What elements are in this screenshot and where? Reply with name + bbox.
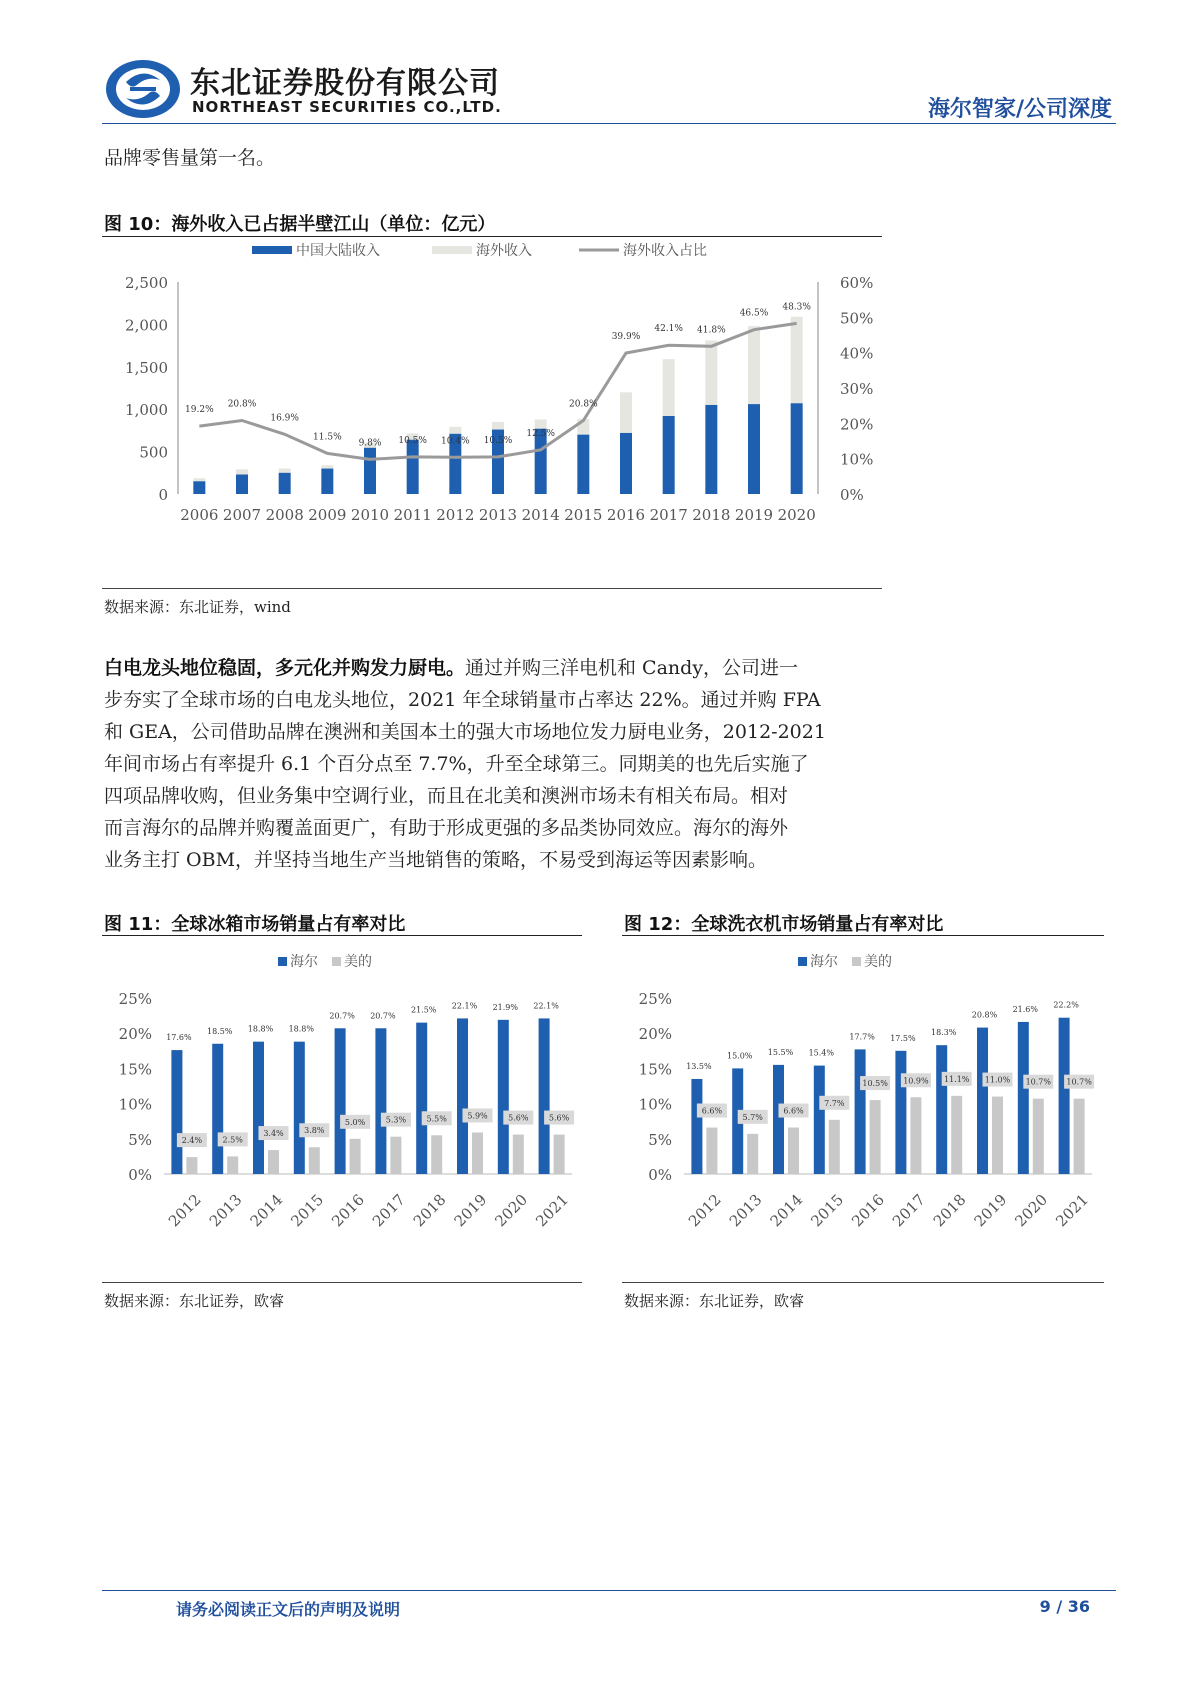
fig11-label-midea: 5.0% — [344, 1117, 366, 1127]
fig11-label-midea: 3.4% — [263, 1129, 284, 1139]
line-data-label: 46.5% — [739, 308, 769, 319]
line-data-label: 10.5% — [483, 435, 513, 446]
fig11-label-haier: 21.9% — [492, 1002, 519, 1012]
fig12-x-tick-label: 2016 — [848, 1190, 888, 1231]
fig11-label-midea: 2.4% — [181, 1136, 203, 1146]
figure12-bottom-rule — [622, 1282, 1104, 1283]
fig11-label-midea: 5.5% — [426, 1114, 447, 1124]
fig12-label-midea: 10.5% — [862, 1079, 888, 1089]
x-tick-label: 2009 — [308, 506, 347, 524]
y-right-tick: 10% — [840, 450, 874, 469]
fig11-x-tick-label: 2014 — [246, 1190, 287, 1231]
fig11-label-midea: 3.8% — [304, 1126, 325, 1136]
fig11-label-midea: 5.6% — [508, 1113, 529, 1123]
fig12-label-haier: 20.8% — [971, 1010, 998, 1020]
fig11-bar-midea — [554, 1135, 565, 1174]
bar-mainland — [364, 448, 376, 494]
x-tick-label: 2017 — [649, 506, 688, 524]
footer-disclaimer: 请务必阅读正文后的声明及说明 — [176, 1600, 401, 1619]
y-left-tick: 1,500 — [125, 358, 168, 377]
figure10-bottom-rule — [102, 588, 882, 589]
fig11-y-tick: 5% — [128, 1130, 152, 1149]
y-left-tick: 0 — [158, 486, 168, 504]
y-right-tick: 30% — [840, 380, 874, 398]
fig11-label-midea: 5.3% — [385, 1115, 407, 1125]
x-tick-label: 2006 — [180, 506, 219, 524]
fig12-bar-midea — [951, 1096, 962, 1174]
figure11-title: 图 11：全球冰箱市场销量占有率对比 — [104, 914, 406, 935]
figure12-title: 图 12：全球洗衣机市场销量占有率对比 — [624, 914, 944, 935]
y-left-tick: 2,000 — [125, 316, 168, 335]
figure12-chart — [622, 937, 1104, 1267]
fig11-bar-midea — [513, 1135, 524, 1174]
fig12-y-tick: 5% — [648, 1130, 672, 1149]
fig12-label-midea: 7.7% — [824, 1098, 845, 1108]
fig12-label-haier: 21.6% — [1012, 1004, 1039, 1014]
fig12-bar-haier — [855, 1049, 866, 1174]
fig12-label-midea: 11.1% — [943, 1074, 970, 1084]
fig11-label-haier: 22.1% — [451, 1001, 478, 1011]
bar-overseas — [492, 422, 504, 430]
fig12-x-tick-label: 2012 — [684, 1190, 725, 1231]
fig12-label-midea: 10.7% — [1025, 1077, 1052, 1087]
paragraph-line-1 — [104, 652, 894, 684]
fig12-legend-label-midea: 美的 — [864, 954, 892, 970]
fig12-bar-haier — [1018, 1022, 1029, 1174]
fig11-x-tick-label: 2021 — [532, 1190, 572, 1231]
x-tick-label: 2008 — [265, 506, 304, 524]
x-tick-label: 2020 — [777, 506, 816, 524]
fig12-x-tick-label: 2015 — [807, 1190, 848, 1231]
line-data-label: 19.2% — [185, 405, 214, 416]
fig12-x-tick-label: 2013 — [725, 1190, 766, 1231]
y-right-tick: 40% — [840, 344, 874, 363]
body-paragraph — [104, 652, 894, 876]
fig11-bar-midea — [268, 1150, 279, 1174]
fig11-x-tick-label: 2016 — [328, 1190, 368, 1231]
fig11-bar-midea — [186, 1157, 197, 1174]
paragraph-lead: 白电龙头地位稳固，多元化并购发力厨电。 — [104, 657, 466, 679]
line-data-label: 20.8% — [569, 399, 598, 410]
fig12-bar-haier — [691, 1079, 702, 1174]
fig12-label-haier: 22.2% — [1053, 1000, 1079, 1010]
fig12-x-tick-label: 2017 — [888, 1190, 929, 1231]
fig11-bar-haier — [335, 1028, 346, 1174]
paragraph-line-1-text: 通过并购三洋电机和 Candy，公司进一 — [465, 657, 799, 679]
fig12-bar-midea — [747, 1134, 758, 1174]
fig12-bar-midea — [992, 1097, 1003, 1174]
y-left-tick: 500 — [139, 443, 168, 462]
paragraph-line-4: 年间市场占有率提升 6.1 个百分点至 7.7%，升至全球第三。同期美的也先后实施了 — [104, 753, 809, 775]
fig11-x-tick-label: 2013 — [205, 1190, 246, 1231]
bar-mainland — [748, 404, 760, 494]
fig11-legend-swatch-haier — [278, 957, 287, 966]
bar-mainland — [705, 405, 717, 494]
legend-swatch-0 — [252, 246, 292, 254]
fig12-x-tick-label: 2021 — [1052, 1190, 1092, 1231]
fig12-y-tick: 20% — [638, 1025, 672, 1044]
fig11-bar-haier — [171, 1050, 182, 1174]
intro-line: 品牌零售量第一名。 — [104, 147, 276, 169]
fig12-y-tick: 10% — [638, 1095, 672, 1114]
figure12-svg — [622, 937, 1104, 1267]
line-data-label: 20.8% — [227, 399, 257, 410]
fig12-bar-midea — [788, 1128, 799, 1174]
fig12-x-tick-label: 2019 — [970, 1190, 1011, 1231]
fig12-legend-swatch-midea — [852, 957, 861, 966]
figure11-bottom-rule — [102, 1282, 582, 1283]
fig12-label-midea: 6.6% — [783, 1106, 804, 1116]
fig11-bar-haier — [457, 1018, 468, 1174]
fig12-label-haier: 17.5% — [890, 1033, 916, 1043]
fig11-x-tick-label: 2017 — [368, 1190, 409, 1231]
bar-overseas — [791, 317, 803, 403]
fig12-label-haier: 15.0% — [726, 1051, 753, 1061]
fig11-bar-midea — [309, 1147, 320, 1174]
fig11-legend-label-haier: 海尔 — [290, 954, 318, 970]
header-divider — [102, 123, 1116, 124]
page-number: 9 / 36 — [1039, 1597, 1090, 1616]
fig12-legend-label-haier: 海尔 — [810, 954, 838, 970]
fig11-label-midea: 2.5% — [222, 1135, 243, 1145]
fig12-label-haier: 15.4% — [808, 1048, 835, 1058]
fig12-bar-midea — [1074, 1099, 1085, 1174]
figure11-top-rule — [102, 935, 582, 936]
x-tick-label: 2014 — [521, 506, 560, 524]
figure11-chart — [102, 937, 584, 1267]
fig11-bar-haier — [539, 1018, 550, 1174]
fig12-bar-haier — [977, 1028, 988, 1174]
fig12-y-tick: 25% — [638, 990, 672, 1008]
fig11-legend-swatch-midea — [332, 957, 341, 966]
figure10-source: 数据来源：东北证券，wind — [104, 598, 291, 616]
line-data-label: 42.1% — [654, 324, 683, 335]
line-data-label: 41.8% — [697, 325, 726, 336]
fig11-y-tick: 10% — [118, 1095, 152, 1114]
fig11-bar-haier — [212, 1044, 223, 1174]
figure10-chart — [102, 238, 884, 584]
fig12-x-tick-label: 2020 — [1011, 1190, 1052, 1231]
x-tick-label: 2010 — [350, 506, 390, 524]
fig11-label-haier: 18.5% — [206, 1026, 233, 1036]
fig12-bar-haier — [773, 1065, 784, 1174]
fig12-x-tick-label: 2018 — [929, 1190, 970, 1231]
company-name-en: NORTHEAST SECURITIES CO.,LTD. — [192, 98, 502, 116]
legend-label-1: 海外收入 — [476, 243, 532, 259]
fig11-y-tick: 15% — [118, 1060, 152, 1079]
bar-overseas — [236, 469, 248, 474]
company-name-cn: 东北证券股份有限公司 — [190, 66, 500, 101]
figure10-title: 图 10：海外收入已占据半壁江山（单位：亿元） — [104, 214, 496, 235]
fig12-bar-midea — [829, 1120, 840, 1174]
line-data-label: 16.9% — [270, 413, 299, 424]
fig12-bar-midea — [706, 1128, 717, 1174]
y-right-tick: 0% — [840, 486, 864, 504]
y-right-tick: 60% — [840, 274, 874, 292]
paragraph-line-6: 而言海尔的品牌并购覆盖面更广，有助于形成更强的多品类协同效应。海尔的海外 — [104, 817, 789, 839]
bar-overseas — [279, 468, 291, 472]
line-data-label: 39.9% — [611, 332, 641, 343]
figure10-top-rule — [102, 236, 882, 237]
fig11-label-haier: 22.1% — [533, 1001, 559, 1011]
bar-mainland — [279, 473, 291, 494]
bar-overseas — [748, 326, 760, 404]
logo-icon — [104, 58, 182, 120]
fig11-bar-midea — [472, 1132, 483, 1174]
fig11-x-tick-label: 2012 — [164, 1190, 205, 1231]
fig11-label-midea: 5.9% — [467, 1111, 488, 1121]
fig12-bar-midea — [870, 1100, 881, 1174]
bar-mainland — [577, 435, 589, 494]
bar-overseas — [193, 478, 205, 481]
bar-overseas — [705, 341, 717, 405]
fig11-bar-haier — [375, 1028, 386, 1174]
x-tick-label: 2007 — [222, 506, 262, 524]
x-tick-label: 2015 — [564, 506, 603, 524]
fig11-label-haier: 21.5% — [410, 1005, 437, 1015]
figure11-source: 数据来源：东北证券，欧睿 — [104, 1292, 285, 1310]
fig12-label-midea: 5.7% — [742, 1112, 763, 1122]
y-right-tick: 50% — [840, 309, 874, 328]
fig11-label-haier: 18.8% — [247, 1024, 274, 1034]
bar-overseas — [321, 465, 333, 468]
line-data-label: 48.3% — [782, 302, 811, 313]
figure12-top-rule — [622, 935, 1104, 936]
fig12-y-tick: 0% — [648, 1166, 672, 1184]
bar-mainland — [193, 481, 205, 494]
fig11-bar-haier — [294, 1042, 305, 1174]
fig11-label-haier: 20.7% — [370, 1011, 396, 1021]
fig12-bar-midea — [910, 1097, 921, 1174]
legend-swatch-1 — [432, 246, 472, 254]
y-left-tick: 1,000 — [125, 401, 168, 420]
fig11-x-tick-label: 2019 — [450, 1190, 491, 1231]
line-data-label: 10.4% — [441, 436, 470, 447]
bar-overseas — [620, 392, 632, 433]
line-data-label: 9.8% — [358, 438, 382, 449]
paragraph-line-3: 和 GEA，公司借助品牌在澳洲和美国本土的强大市场地位发力厨电业务，2012-2021 — [104, 721, 826, 743]
fig12-label-midea: 10.7% — [1066, 1077, 1092, 1087]
bar-overseas — [449, 427, 461, 434]
x-tick-label: 2018 — [692, 506, 731, 524]
bar-overseas — [663, 359, 675, 416]
x-tick-label: 2016 — [606, 506, 646, 524]
fig11-bar-haier — [416, 1023, 427, 1174]
fig11-bar-midea — [350, 1139, 361, 1174]
figure10-svg — [102, 238, 884, 584]
fig12-label-haier: 17.7% — [849, 1032, 875, 1042]
fig12-label-midea: 6.6% — [701, 1106, 723, 1116]
fig11-x-tick-label: 2020 — [491, 1190, 532, 1231]
bar-mainland — [663, 416, 675, 494]
fig11-bar-midea — [390, 1137, 401, 1174]
fig11-bar-haier — [253, 1042, 264, 1174]
line-data-label: 11.5% — [313, 432, 342, 443]
fig12-legend-swatch-haier — [798, 957, 807, 966]
report-tag: 海尔智家/公司深度 — [927, 97, 1112, 122]
fig12-label-midea: 10.9% — [903, 1076, 929, 1086]
x-tick-label: 2019 — [734, 506, 774, 524]
footer-divider — [102, 1590, 1116, 1591]
fig11-label-haier: 20.7% — [329, 1011, 355, 1021]
bar-overseas — [535, 419, 547, 428]
line-data-label: 12.5% — [526, 428, 555, 439]
fig12-bar-haier — [814, 1066, 825, 1174]
bar-mainland — [620, 433, 632, 494]
legend-label-2: 海外收入占比 — [623, 243, 707, 259]
paragraph-line-2: 步夯实了全球市场的白电龙头地位，2021 年全球销量市占率达 22%。通过并购 FPA — [104, 689, 821, 711]
fig12-bar-haier — [1059, 1018, 1070, 1174]
fig12-label-midea: 11.0% — [984, 1075, 1011, 1085]
fig11-bar-midea — [227, 1156, 238, 1174]
fig11-x-tick-label: 2015 — [287, 1190, 328, 1231]
y-right-tick: 20% — [840, 415, 874, 434]
legend-label-0: 中国大陆收入 — [296, 243, 380, 259]
company-logo — [104, 58, 182, 120]
fig11-y-tick: 0% — [128, 1166, 152, 1184]
paragraph-line-7: 业务主打 OBM，并坚持当地生产当地销售的策略，不易受到海运等因素影响。 — [104, 849, 768, 871]
fig12-label-haier: 13.5% — [686, 1061, 712, 1071]
bar-mainland — [236, 474, 248, 494]
fig12-label-haier: 18.3% — [930, 1028, 957, 1038]
line-data-label: 10.5% — [398, 435, 427, 446]
fig11-legend-label-midea: 美的 — [344, 954, 372, 970]
fig11-label-haier: 18.8% — [288, 1024, 315, 1034]
fig11-label-haier: 17.6% — [166, 1033, 192, 1043]
fig11-bar-haier — [498, 1020, 509, 1174]
fig11-label-midea: 5.6% — [548, 1113, 570, 1123]
figure12-source: 数据来源：东北证券，欧睿 — [624, 1292, 805, 1310]
figure11-svg — [102, 937, 584, 1267]
x-tick-label: 2012 — [436, 506, 475, 524]
paragraph-line-5: 四项品牌收购，但业务集中空调行业，而且在北美和澳洲市场未有相关布局。相对 — [104, 785, 789, 807]
fig12-bar-haier — [895, 1051, 906, 1174]
fig12-bar-midea — [1033, 1099, 1044, 1174]
fig12-bar-haier — [936, 1045, 947, 1174]
bar-mainland — [791, 403, 803, 494]
fig11-y-tick: 25% — [118, 990, 152, 1008]
x-tick-label: 2011 — [393, 506, 432, 524]
fig12-y-tick: 15% — [638, 1060, 672, 1079]
fig11-x-tick-label: 2018 — [409, 1190, 450, 1231]
fig11-bar-midea — [431, 1135, 442, 1174]
x-tick-label: 2013 — [478, 506, 518, 524]
fig11-y-tick: 20% — [118, 1025, 152, 1044]
fig12-label-haier: 15.5% — [767, 1047, 794, 1057]
y-left-tick: 2,500 — [125, 274, 168, 292]
bar-mainland — [321, 469, 333, 494]
fig12-x-tick-label: 2014 — [766, 1190, 807, 1231]
bar-mainland — [407, 440, 419, 494]
